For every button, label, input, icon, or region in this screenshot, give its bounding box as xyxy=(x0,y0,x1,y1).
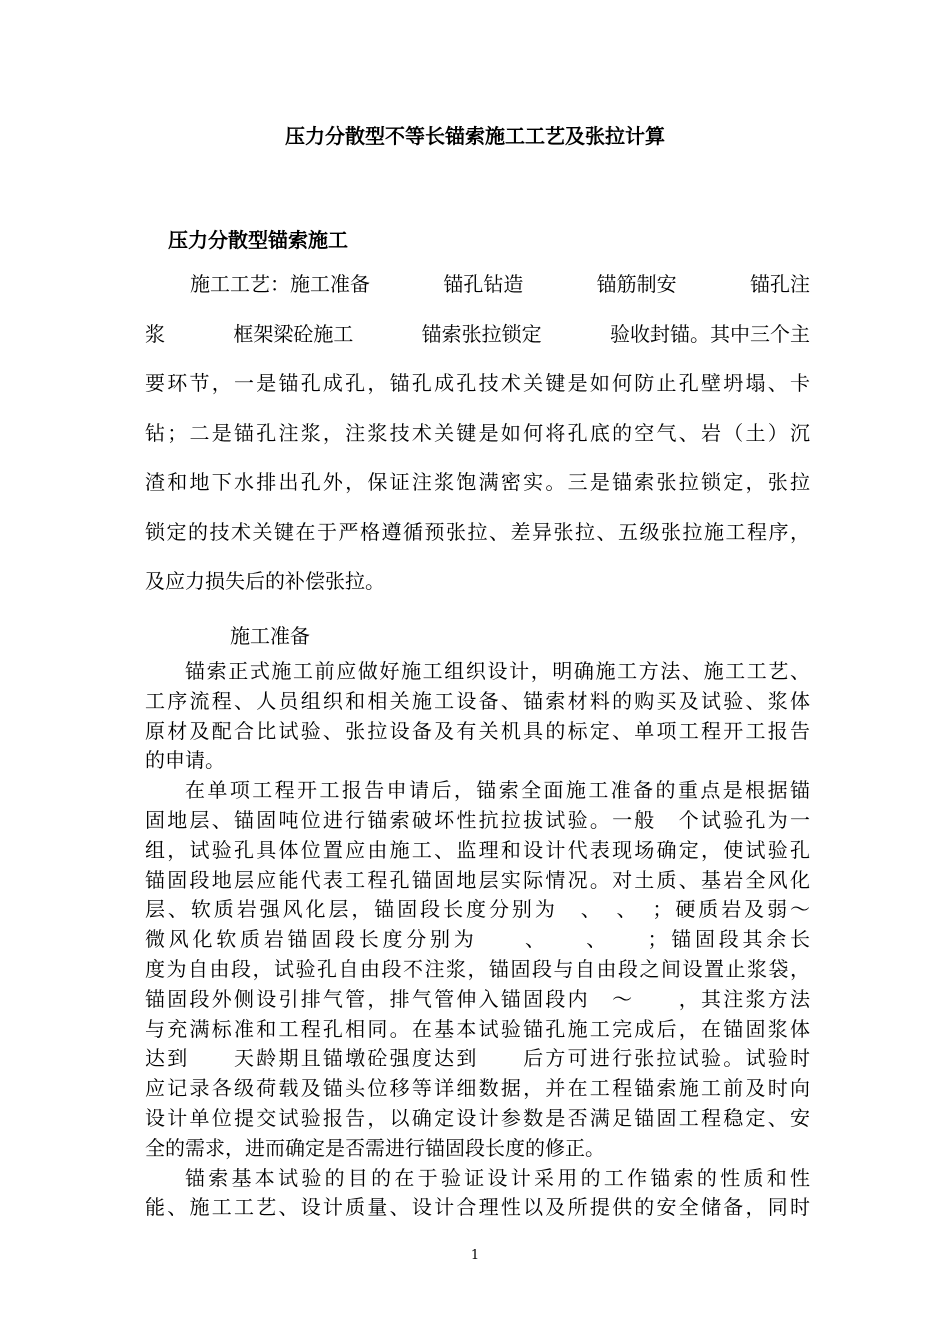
process-step: 锚筋制安 xyxy=(596,272,677,296)
text-line: 锚固段外侧设引排气管，排气管伸入锚固段内 ～ ，其注浆方法 xyxy=(145,986,810,1011)
process-line-1 xyxy=(145,260,810,310)
process-line: 及应力损失后的补偿张拉。 xyxy=(145,569,385,593)
text-line: 度为自由段，试验孔自由段不注浆，锚固段与自由段之间设置止浆袋， xyxy=(145,956,810,981)
process-step: 锚索张拉锁定 xyxy=(421,321,542,346)
text-line: 工序流程、人员组织和相关施工设备、锚索材料的购买及试验、浆体 xyxy=(145,688,810,713)
paragraph-3 xyxy=(145,1164,810,1224)
process-line: 渣和地下水排出孔外，保证注浆饱满密实。三是锚索张拉锁定，张拉 xyxy=(145,470,810,494)
process-step: 浆 xyxy=(145,321,165,346)
text-line: 微风化软质岩锚固段长度分别为 、 、 ；锚固段其余长 xyxy=(145,927,810,952)
text-line: 组，试验孔具体位置应由施工、监理和设计代表现场确定，使试验孔 xyxy=(145,837,810,862)
body-text xyxy=(145,657,810,1223)
paragraph-1 xyxy=(145,657,810,776)
process-line: 钻；二是锚孔注浆，注浆技术关键是如何将孔底的空气、岩（土）沉 xyxy=(145,420,810,445)
text-line: 与充满标准和工程孔相同。在基本试验锚孔施工完成后，在锚固浆体 xyxy=(145,1016,810,1041)
process-line: 要环节，一是锚孔成孔，锚孔成孔技术关键是如何防止孔壁坍塌、卡 xyxy=(145,371,810,395)
text-line: 全的需求，进而确定是否需进行锚固段长度的修正。 xyxy=(145,1135,605,1160)
process-step: 框架梁砼施工 xyxy=(233,321,354,346)
text-line: 锚索正式施工前应做好施工组织设计，明确施工方法、施工工艺、 xyxy=(185,659,810,683)
text-line: 达到 天龄期且锚墩砼强度达到 后方可进行张拉试验。试验时 xyxy=(145,1046,810,1071)
page-number: 1 xyxy=(470,1248,480,1263)
text-line: 固地层、锚固吨位进行锚索破坏性抗拉拔试验。一般 个试验孔为一 xyxy=(145,807,810,832)
paragraph-2 xyxy=(145,776,810,1163)
text-line: 能、施工工艺、设计质量、设计合理性以及所提供的安全储备，同时 xyxy=(145,1195,810,1220)
text-line: 在单项工程开工报告申请后，锚索全面施工准备的重点是根据锚 xyxy=(185,778,810,803)
text-line: 层、软质岩强风化层，锚固段长度分别为 、 、 ；硬质岩及弱～ xyxy=(145,897,810,922)
text-line: 应记录各级荷载及锚头位移等详细数据，并在工程锚索施工前及时向 xyxy=(145,1076,810,1101)
text-line: 锚固段地层应能代表工程孔锚固地层实际情况。对土质、基岩全风化 xyxy=(145,867,810,892)
document-title: 压力分散型不等长锚索施工工艺及张拉计算 xyxy=(285,124,665,148)
process-label: 施工工艺：施工准备 xyxy=(190,272,370,296)
process-step: 锚孔钻造 xyxy=(443,272,524,296)
process-step: 验收封锚。其中三个主 xyxy=(609,321,810,346)
text-line: 原材及配合比试验、张拉设备及有关机具的标定、单项工程开工报告 xyxy=(145,718,810,743)
process-step: 锚孔注 xyxy=(749,272,810,296)
process-line: 锁定的技术关键在于严格遵循预张拉、差异张拉、五级张拉施工程序， xyxy=(145,519,810,544)
process-line-2 xyxy=(145,310,810,360)
text-line: 设计单位提交试验报告，以确定设计参数是否满足锚固工程稳定、安 xyxy=(145,1105,810,1130)
text-line: 锚索基本试验的目的在于验证设计采用的工作锚索的性质和性 xyxy=(185,1165,810,1190)
subheading: 施工准备 xyxy=(230,624,310,648)
section-heading: 压力分散型锚索施工 xyxy=(168,228,348,252)
text-line: 的申请。 xyxy=(145,748,225,773)
process-paragraph xyxy=(145,260,810,607)
